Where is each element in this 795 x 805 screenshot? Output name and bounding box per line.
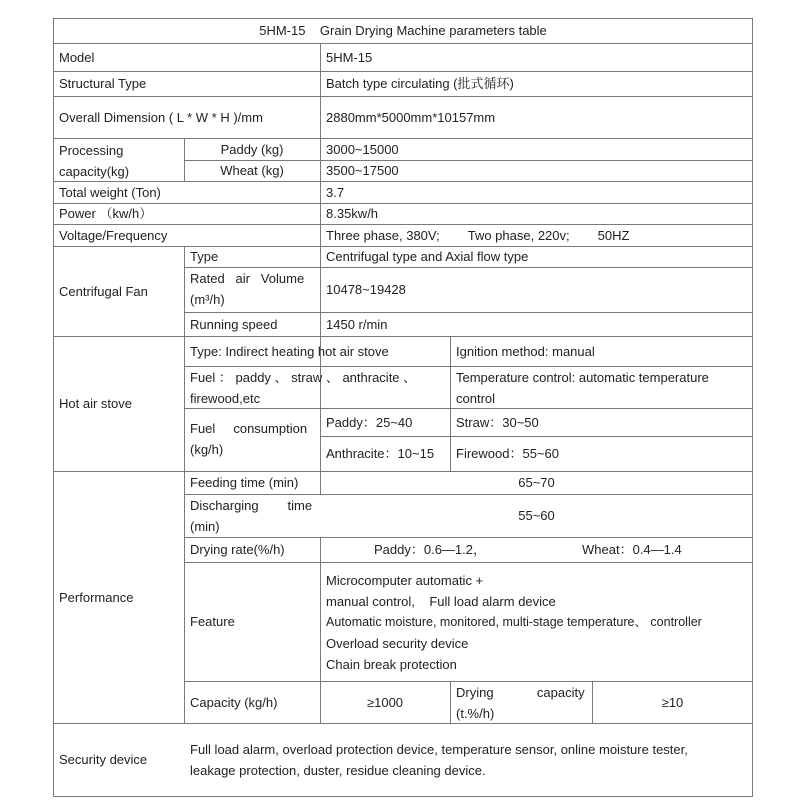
paddy-capacity-value: 3000~15000	[326, 141, 399, 157]
total-weight-label: Total weight (Ton)	[59, 184, 161, 200]
feature-item: Chain break protection	[326, 657, 457, 672]
fuel-consumption-label: Fuel consumption (kg/h)	[190, 421, 308, 457]
voltage-three-phase: Three phase, 380V;	[326, 227, 440, 243]
fuel-types: Fuel ： paddy 、 straw 、 anthracite 、 firewood,etc	[190, 370, 417, 406]
centrifugal-fan-label: Centrifugal Fan	[59, 283, 148, 299]
feeding-time-value: 65~70	[518, 475, 555, 490]
drying-rate-label: Drying rate(%/h)	[190, 542, 285, 557]
power-label: Power （kw/h）	[59, 206, 153, 221]
feature-list	[320, 570, 753, 678]
feature-item: manual control, Full load alarm device	[326, 594, 556, 609]
model-value: 5HM-15	[326, 49, 373, 65]
drying-capacity-value: ≥10	[661, 694, 684, 710]
structural-type-value: Batch type circulating (批式循环)	[326, 76, 514, 91]
air-volume-label: Rated air Volume (m³/h)	[190, 271, 305, 307]
voltage-label: Voltage/Frequency	[59, 227, 168, 243]
voltage-two-phase: Two phase, 220v;	[467, 227, 570, 243]
drying-capacity-label: Drying capacity (t.%/h)	[456, 685, 585, 721]
ignition-method: Ignition method: manual	[456, 343, 595, 359]
running-speed-label: Running speed	[190, 316, 278, 332]
performance-label: Performance	[59, 589, 134, 605]
feeding-time-label: Feeding time (min)	[190, 475, 299, 490]
fuel-paddy: Paddy：25~40	[326, 414, 413, 430]
feature-item: Overload security device	[326, 636, 469, 651]
drying-rate-wheat: Wheat：0.4—1.4	[582, 542, 682, 557]
hot-air-stove-label: Hot air stove	[59, 396, 132, 411]
structural-type-label: Structural Type	[59, 76, 147, 91]
overall-dimension-value: 2880mm*5000mm*10157mm	[326, 109, 496, 125]
overall-dimension-label: Overall Dimension ( L * W * H )/mm	[59, 109, 263, 125]
discharging-time-value: 55~60	[518, 508, 555, 523]
fuel-anthracite: Anthracite：10~15	[326, 446, 435, 461]
voltage-frequency: 50HZ	[597, 227, 630, 243]
table-title: 5HM-15 Grain Drying Machine parameters table	[259, 23, 547, 38]
security-device-value: Full load alarm, overload protection device, temperature sensor, online moisture tester, leakage protection, duster, residue cleaning device.	[190, 742, 688, 778]
stove-type: Type: Indirect heating hot air stove	[190, 343, 389, 359]
running-speed-value: 1450 r/min	[326, 316, 388, 332]
fan-type-value: Centrifugal type and Axial flow type	[326, 249, 529, 264]
total-weight-value: 3.7	[326, 184, 345, 200]
drying-rate-value	[320, 537, 753, 562]
fuel-straw: Straw：30~50	[456, 414, 539, 430]
feature-label: Feature	[190, 614, 235, 629]
paddy-capacity-label: Paddy (kg)	[220, 141, 284, 157]
capacity-value: ≥1000	[366, 694, 404, 710]
power-value: 8.35kw/h	[326, 206, 379, 221]
discharging-time-label: Discharging time (min)	[190, 498, 313, 534]
fan-type-label: Type	[190, 249, 219, 264]
capacity-label: Capacity (kg/h)	[190, 694, 278, 710]
wheat-capacity-label: Wheat (kg)	[220, 163, 284, 178]
temperature-control: Temperature control: automatic temperature control	[456, 370, 709, 406]
feature-item: Automatic moisture, monitored, multi-stage temperature、 controller	[326, 615, 702, 629]
drying-rate-paddy: Paddy：0.6—1.2，	[374, 542, 487, 557]
feature-item: Microcomputer automatic +	[326, 573, 484, 588]
security-device-label: Security device	[59, 752, 148, 767]
air-volume-value: 10478~19428	[326, 282, 406, 297]
model-label: Model	[59, 49, 95, 65]
processing-capacity-label: Processing capacity(kg)	[59, 143, 130, 179]
voltage-value	[320, 224, 753, 246]
wheat-capacity-value: 3500~17500	[326, 163, 399, 178]
fuel-firewood: Firewood：55~60	[456, 446, 559, 461]
